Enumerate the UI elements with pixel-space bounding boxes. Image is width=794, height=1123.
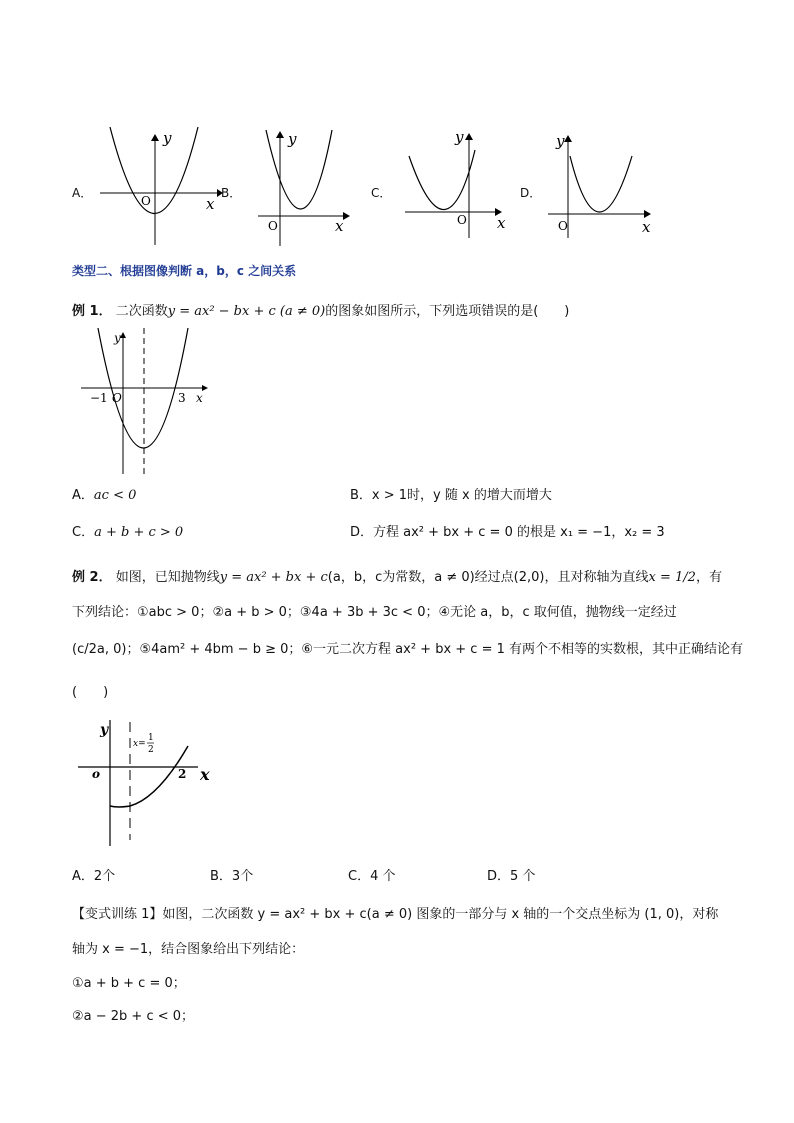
graph-b-y: y <box>288 130 297 148</box>
graph-a-o: O <box>141 194 151 208</box>
example2-line1: 例 2． 如图，已知抛物线y = ax² + bx + c(a，b，c为常数，a ≠ 0)经过点(2,0)，且对称轴为直线x = 1/2，有 <box>72 570 722 585</box>
example1-graph-3: 3 <box>178 391 186 405</box>
graph-c-o: O <box>457 213 467 227</box>
graph-b-x: x <box>335 217 344 235</box>
example2-graph <box>78 716 228 851</box>
example1-stem-pre: 二次函数 <box>115 304 168 319</box>
example2-option-b[interactable]: B．3个 <box>210 869 254 884</box>
example2-graph-y: y <box>100 722 109 738</box>
graph-d-y: y <box>556 132 565 150</box>
example1-option-b[interactable]: B．x > 1时，y 随 x 的增大而增大 <box>350 488 552 503</box>
example1-graph-x: x <box>196 391 203 405</box>
example2-option-c[interactable]: C．4 个 <box>348 869 396 884</box>
example1-graph-neg1: −1 <box>90 391 108 405</box>
example1-graph-o: O <box>112 391 122 405</box>
example1-stem-post: 的图象如图所示，下列选项错误的是( ) <box>325 304 570 319</box>
example1-graph-y: y <box>114 331 121 345</box>
variant-item2: ②a − 2b + c < 0； <box>72 1009 195 1024</box>
section-title: 类型二、根据图像判断 a，b，c 之间关系 <box>72 264 297 278</box>
example1-option-a[interactable]: A．ac < 0 <box>72 488 137 503</box>
graph-d <box>548 128 668 248</box>
example2-graph-frac-num: 1 <box>148 733 154 743</box>
example2-line4: ( ) <box>72 685 109 700</box>
graph-c <box>405 128 525 248</box>
graph-a-y: y <box>163 129 172 147</box>
example1-graph <box>76 328 226 478</box>
example2-graph-frac-den: 2 <box>148 745 154 755</box>
variant-line1: 【变式训练 1】如图，二次函数 y = ax² + bx + c(a ≠ 0) 图象的一部分与 x 轴的一个交点坐标为 (1, 0)，对称 <box>72 907 719 922</box>
option-c-label: C． <box>371 186 392 200</box>
option-a-label: A． <box>72 186 93 200</box>
variant-item1: ①a + b + c = 0； <box>72 976 186 991</box>
example1-lead: 例 1． <box>72 304 112 319</box>
graph-b-o: O <box>268 219 278 233</box>
example1-option-c[interactable]: C．a + b + c > 0 <box>72 525 184 540</box>
example2-lead: 例 2． <box>72 570 112 585</box>
graph-d-o: O <box>558 219 568 233</box>
example1-option-d[interactable]: D．方程 ax² + bx + c = 0 的根是 x₁ = −1，x₂ = 3 <box>350 525 665 540</box>
example2-graph-o: o <box>92 767 101 781</box>
graph-b <box>258 128 368 248</box>
example1-stem <box>72 300 569 319</box>
option-d-label: D． <box>520 186 542 200</box>
graph-c-x: x <box>497 214 506 232</box>
example2-option-d[interactable]: D．5 个 <box>487 869 536 884</box>
example2-line3: (c/2a, 0)；⑤4am² + 4bm − b ≥ 0；⑥一元二次方程 ax² + bx + c = 1 有两个不相等的实数根，其中正确结论有 <box>72 642 744 657</box>
example2-graph-x: x <box>200 765 210 784</box>
variant-line2: 轴为 x = −1，结合图象给出下列结论： <box>72 942 305 957</box>
option-b-label: B． <box>221 186 242 200</box>
example2-option-a[interactable]: A．2个 <box>72 869 116 884</box>
example2-line2: 下列结论：①abc > 0；②a + b > 0；③4a + 3b + 3c < 0；④无论 a，b，c 取何值，抛物线一定经过 <box>72 605 677 620</box>
graph-a-x: x <box>206 195 215 213</box>
example1-formula: y = ax² − bx + c (a ≠ 0) <box>167 304 326 319</box>
example2-graph-2: 2 <box>178 767 187 781</box>
example2-graph-axis-label: x= <box>133 739 146 749</box>
graph-d-x: x <box>642 218 651 236</box>
graph-c-y: y <box>455 128 464 146</box>
